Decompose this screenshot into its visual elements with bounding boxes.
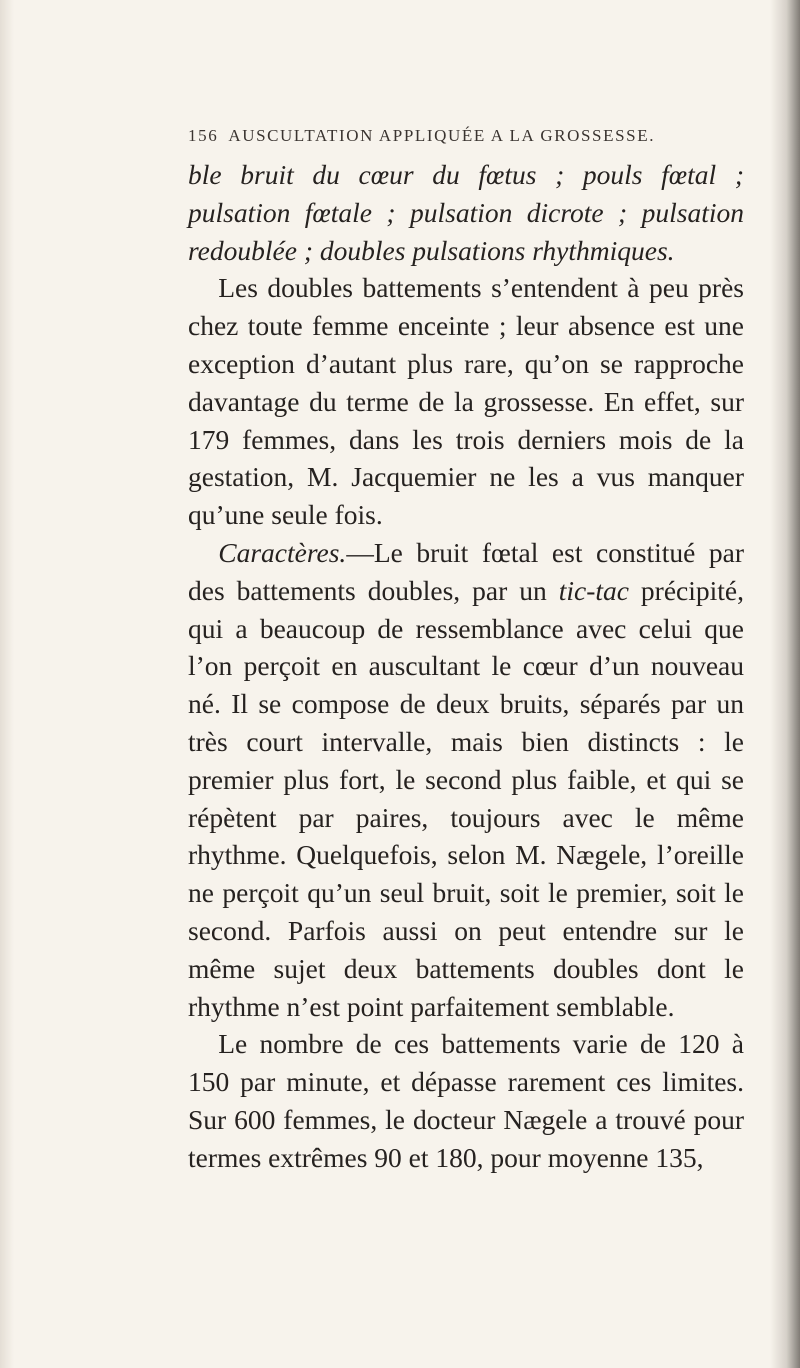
italic-term: tic-tac: [558, 574, 629, 606]
page-edge-shadow: [770, 0, 800, 1368]
running-head: [188, 126, 744, 146]
paragraph-text: —Le bruit fœtal est constitué par des battements doubles, par un: [188, 536, 744, 606]
page-gutter-shadow: [0, 0, 14, 1368]
book-page: [188, 126, 744, 1177]
paragraph-caracteres: [188, 534, 744, 1025]
section-heading-caracteres: Caractères.: [218, 536, 347, 568]
italic-synonyms: ble bruit du cœur du fœtus ; pouls fœtal ; pulsation fœtale ; pulsation dicrote ; pulsation redoublée ; doubles pulsations rhythmiques.: [188, 159, 744, 266]
paragraph-continued: [188, 156, 744, 269]
page-number: 156: [188, 126, 219, 145]
paragraph-text: précipité, qui a beaucoup de ressemblance avec celui que l’on perçoit en auscultant le cœur d’un nouveau né. Il se compose de deux bruits, séparés par un très court intervalle, mais bien distincts : le premier plus fort, le second plus faible, et qui se répètent par paires, toujours avec le même rhythme. Quelquefois, selon M. Nægele, l’oreille ne perçoit qu’un seul bruit, soit le premier, soit le second. Parfois aussi on peut entendre sur le même sujet deux battements doubles dont le rhythme n’est point parfaitement semblable.: [188, 574, 744, 1022]
paragraph-rate: Le nombre de ces battements varie de 120 à 150 par minute, et dépasse rarement ces limites. Sur 600 femmes, le docteur Nægele a trouvé pour termes extrêmes 90 et 180, pour moyenne 135,: [188, 1028, 744, 1173]
running-title: AUSCULTATION APPLIQUÉE A LA GROSSESSE.: [228, 126, 656, 145]
paragraph-frequency: Les doubles battements s’entendent à peu près chez toute femme enceinte ; leur absence est une exception d’autant plus rare, qu’on se rapproche davantage du terme de la grossesse. En effet, sur 179 femmes, dans les trois derniers mois de la gestation, M. Jacquemier ne les a vus manquer qu’une seule fois.: [188, 272, 744, 531]
